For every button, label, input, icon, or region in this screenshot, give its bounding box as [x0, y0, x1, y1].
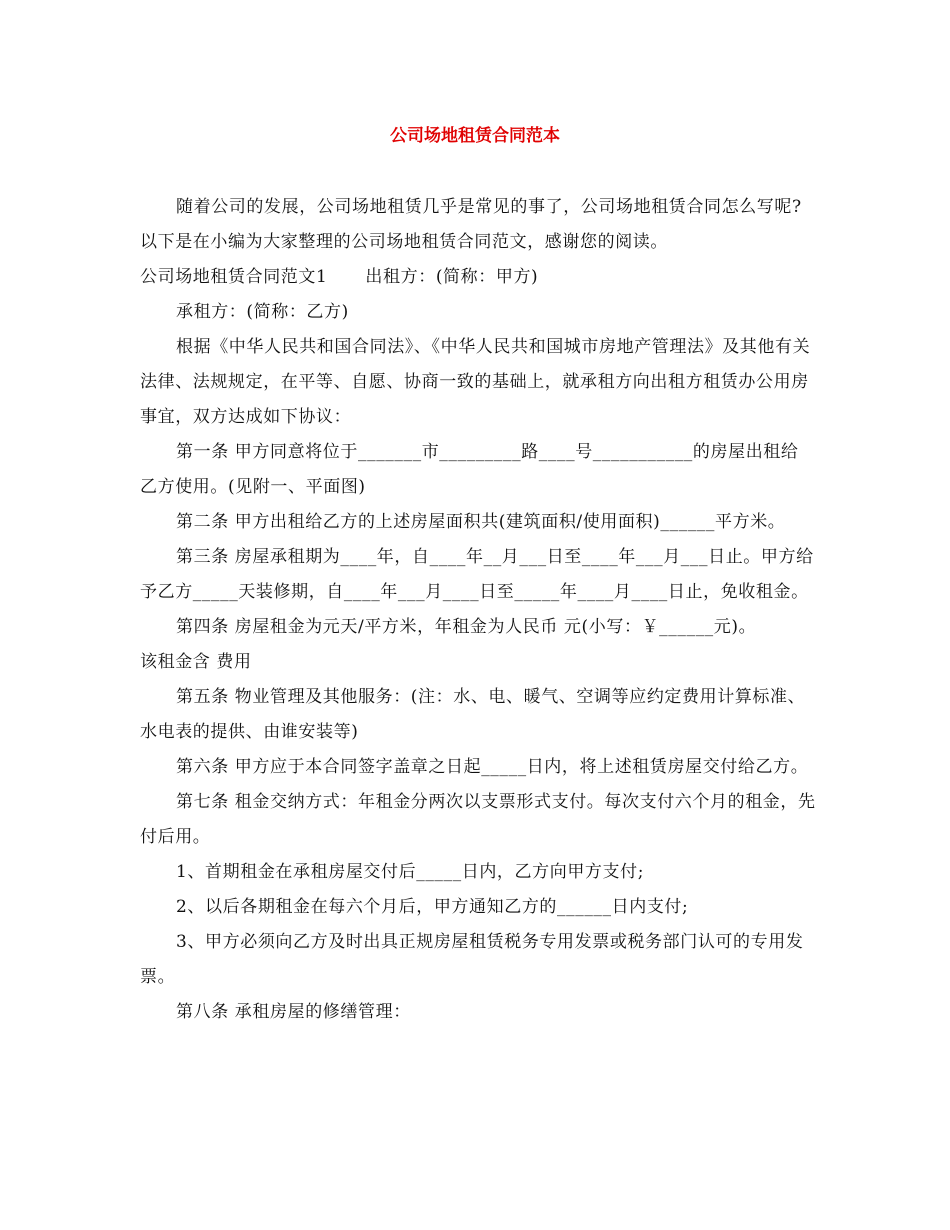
document-title: 公司场地租赁合同范本 [390, 126, 560, 146]
article-7: 第七条 租金交纳方式：年租金分两次以支票形式支付。每次支付六个月的租金，先付后用。 [140, 792, 816, 847]
article-8: 第八条 承租房屋的修缮管理： [176, 1002, 411, 1022]
lessee-label: 承租方：(简称：乙方) [176, 302, 349, 322]
payment-item-2: 2、以后各期租金在每六个月后，甲方通知乙方的______日内支付; [176, 897, 689, 917]
section-heading-line [140, 260, 816, 295]
article-6: 第六条 甲方应于本合同签字盖章之日起_____日内，将上述租赁房屋交付给乙方。 [176, 757, 809, 777]
article-2: 第二条 甲方出租给乙方的上述房屋面积共(建筑面积/使用面积)______平方米。 [176, 512, 786, 532]
payment-item-1: 1、首期租金在承租房屋交付后_____日内，乙方向甲方支付; [176, 862, 645, 882]
article-4-continuation: 该租金含 费用 [140, 652, 252, 672]
document-body [140, 190, 816, 1030]
intro-paragraph: 随着公司的发展，公司场地租赁几乎是常见的事了，公司场地租赁合同怎么写呢?以下是在小编为大家整理的公司场地租赁合同范文，感谢您的阅读。 [140, 197, 802, 252]
preamble-paragraph: 根据《中华人民共和国合同法》、《中华人民共和国城市房地产管理法》及其他有关法律、法规规定，在平等、自愿、协商一致的基础上，就承租方向出租方租赁办公用房事宜，双方达成如下协议： [140, 337, 811, 427]
payment-item-3: 3、甲方必须向乙方及时出具正规房屋租赁税务专用发票或税务部门认可的专用发票。 [140, 932, 804, 987]
section-heading: 公司场地租赁合同范文1 [140, 267, 328, 287]
article-3: 第三条 房屋承租期为____年，自____年__月___日至____年___月___日止。甲方给予乙方_____天装修期，自____年___月____日至_____年____月____日止，免收租金。 [140, 547, 814, 602]
article-1: 第一条 甲方同意将位于_______市_________路____号___________的房屋出租给乙方使用。(见附一、平面图) [140, 442, 799, 497]
lessor-label: 出租方：(简称：甲方) [365, 267, 539, 287]
article-5: 第五条 物业管理及其他服务：(注：水、电、暖气、空调等应约定费用计算标准、水电表的提供、由谁安装等) [140, 687, 806, 742]
article-4: 第四条 房屋租金为元天/平方米，年租金为人民币 元(小写：￥______元)。 [176, 617, 757, 637]
